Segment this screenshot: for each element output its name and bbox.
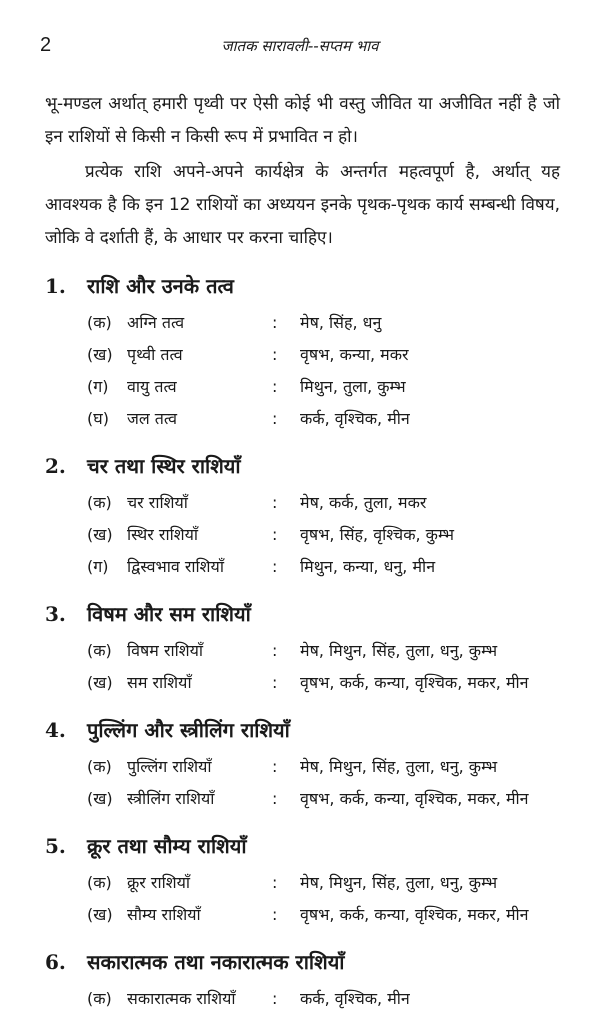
section-number: 2. — [45, 454, 66, 478]
section-number: 6. — [45, 950, 66, 974]
item-value: मिथुन, कन्या, धनु, मीन — [300, 557, 436, 576]
list-item — [45, 751, 560, 783]
section-title: राशि और उनके तत्व — [87, 274, 234, 298]
item-value: मेष, मिथुन, सिंह, तुला, धनु, कुम्भ — [300, 641, 498, 660]
item-separator: : — [272, 989, 278, 1008]
paragraph: प्रत्येक राशि अपने-अपने कार्यक्षेत्र के अन्तर्गत महत्वपूर्ण है, अर्थात् यह आवश्यक है कि इन 12 राशियों का अध्ययन इनके पृथक-पृथक कार्य सम्बन्धी विषय, जोकि वे दर्शाती हैं, के आधार पर करना चाहिए। — [45, 162, 560, 248]
item-label: चर राशियाँ — [127, 493, 188, 512]
section-title: क्रूर तथा सौम्य राशियाँ — [87, 834, 247, 858]
item-separator: : — [272, 345, 278, 364]
item-value: वृषभ, कर्क, कन्या, वृश्चिक, मकर, मीन — [300, 673, 529, 692]
list-item — [45, 551, 560, 583]
section-title: विषम और सम राशियाँ — [87, 602, 251, 626]
section-heading — [45, 593, 560, 635]
section-title: पुल्लिंग और स्त्रीलिंग राशियाँ — [87, 718, 290, 742]
item-marker: (क) — [87, 873, 112, 892]
item-label: स्त्रीलिंग राशियाँ — [127, 789, 215, 808]
item-separator: : — [272, 673, 278, 692]
item-separator: : — [272, 757, 278, 776]
item-marker: (क) — [87, 313, 112, 332]
item-label: पृथ्वी तत्व — [127, 345, 183, 364]
item-separator: : — [272, 409, 278, 428]
list-item — [45, 867, 560, 899]
running-title: जातक सारावली--सप्तम भाव — [221, 37, 379, 55]
list-item — [45, 403, 560, 435]
item-separator: : — [272, 557, 278, 576]
list-item — [45, 307, 560, 339]
paragraph: भू-मण्डल अर्थात् हमारी पृथ्वी पर ऐसी कोई भी वस्तु जीवित या अजीवित नहीं है जो इन राशियों से किसी न किसी रूप में प्रभावित न हो। — [45, 94, 560, 147]
list-item — [45, 783, 560, 815]
item-value: मेष, मिथुन, सिंह, तुला, धनु, कुम्भ — [300, 757, 498, 776]
item-label: सौम्य राशियाँ — [127, 905, 201, 924]
list-item — [45, 899, 560, 931]
section — [45, 445, 560, 583]
item-label: स्थिर राशियाँ — [127, 525, 199, 544]
item-marker: (ग) — [87, 557, 109, 576]
item-label: सकारात्मक राशियाँ — [127, 989, 236, 1008]
item-value: वृषभ, कर्क, कन्या, वृश्चिक, मकर, मीन — [300, 789, 529, 808]
item-value: वृषभ, कन्या, मकर — [300, 345, 409, 364]
item-marker: (ख) — [87, 345, 113, 364]
item-separator: : — [272, 377, 278, 396]
item-value: मिथुन, तुला, कुम्भ — [300, 377, 406, 396]
item-separator: : — [272, 641, 278, 660]
item-separator: : — [272, 313, 278, 332]
section-heading — [45, 265, 560, 307]
page-body — [45, 88, 560, 1015]
item-label: विषम राशियाँ — [127, 641, 204, 660]
item-label: पुल्लिंग राशियाँ — [127, 757, 212, 776]
item-value: मेष, सिंह, धनु — [300, 313, 382, 332]
section-heading — [45, 825, 560, 867]
section-number: 1. — [45, 274, 66, 298]
item-separator: : — [272, 873, 278, 892]
section — [45, 709, 560, 815]
list-item — [45, 667, 560, 699]
list-item — [45, 635, 560, 667]
list-item — [45, 519, 560, 551]
item-label: क्रूर राशियाँ — [127, 873, 191, 892]
section-heading — [45, 941, 560, 983]
item-separator: : — [272, 525, 278, 544]
section-number: 3. — [45, 602, 66, 626]
item-marker: (ग) — [87, 377, 109, 396]
item-marker: (ख) — [87, 905, 113, 924]
section — [45, 941, 560, 1015]
item-marker: (घ) — [87, 409, 109, 428]
item-value: कर्क, वृश्चिक, मीन — [300, 989, 410, 1008]
item-marker: (क) — [87, 493, 112, 512]
list-item — [45, 487, 560, 519]
item-value: मेष, मिथुन, सिंह, तुला, धनु, कुम्भ — [300, 873, 498, 892]
section — [45, 593, 560, 699]
running-header — [0, 34, 600, 58]
page-number: 2 — [40, 34, 52, 56]
section-number: 4. — [45, 718, 66, 742]
sections — [45, 265, 560, 1015]
item-label: सम राशियाँ — [127, 673, 192, 692]
section-number: 5. — [45, 834, 66, 858]
item-marker: (ख) — [87, 789, 113, 808]
item-label: द्विस्वभाव राशियाँ — [127, 557, 224, 576]
item-marker: (क) — [87, 989, 112, 1008]
item-marker: (ख) — [87, 673, 113, 692]
item-value: वृषभ, सिंह, वृश्चिक, कुम्भ — [300, 525, 454, 544]
item-marker: (क) — [87, 757, 112, 776]
item-label: अग्नि तत्व — [127, 313, 185, 332]
item-separator: : — [272, 905, 278, 924]
list-item — [45, 339, 560, 371]
item-marker: (ख) — [87, 525, 113, 544]
section-title: सकारात्मक तथा नकारात्मक राशियाँ — [87, 950, 345, 974]
item-separator: : — [272, 789, 278, 808]
item-value: मेष, कर्क, तुला, मकर — [300, 493, 427, 512]
item-marker: (क) — [87, 641, 112, 660]
list-item — [45, 983, 560, 1015]
item-label: जल तत्व — [127, 409, 178, 428]
item-value: वृषभ, कर्क, कन्या, वृश्चिक, मकर, मीन — [300, 905, 529, 924]
section-heading — [45, 445, 560, 487]
section — [45, 265, 560, 435]
section — [45, 825, 560, 931]
section-title: चर तथा स्थिर राशियाँ — [87, 454, 241, 478]
item-label: वायु तत्व — [127, 377, 177, 396]
item-separator: : — [272, 493, 278, 512]
section-heading — [45, 709, 560, 751]
list-item — [45, 371, 560, 403]
item-value: कर्क, वृश्चिक, मीन — [300, 409, 410, 428]
